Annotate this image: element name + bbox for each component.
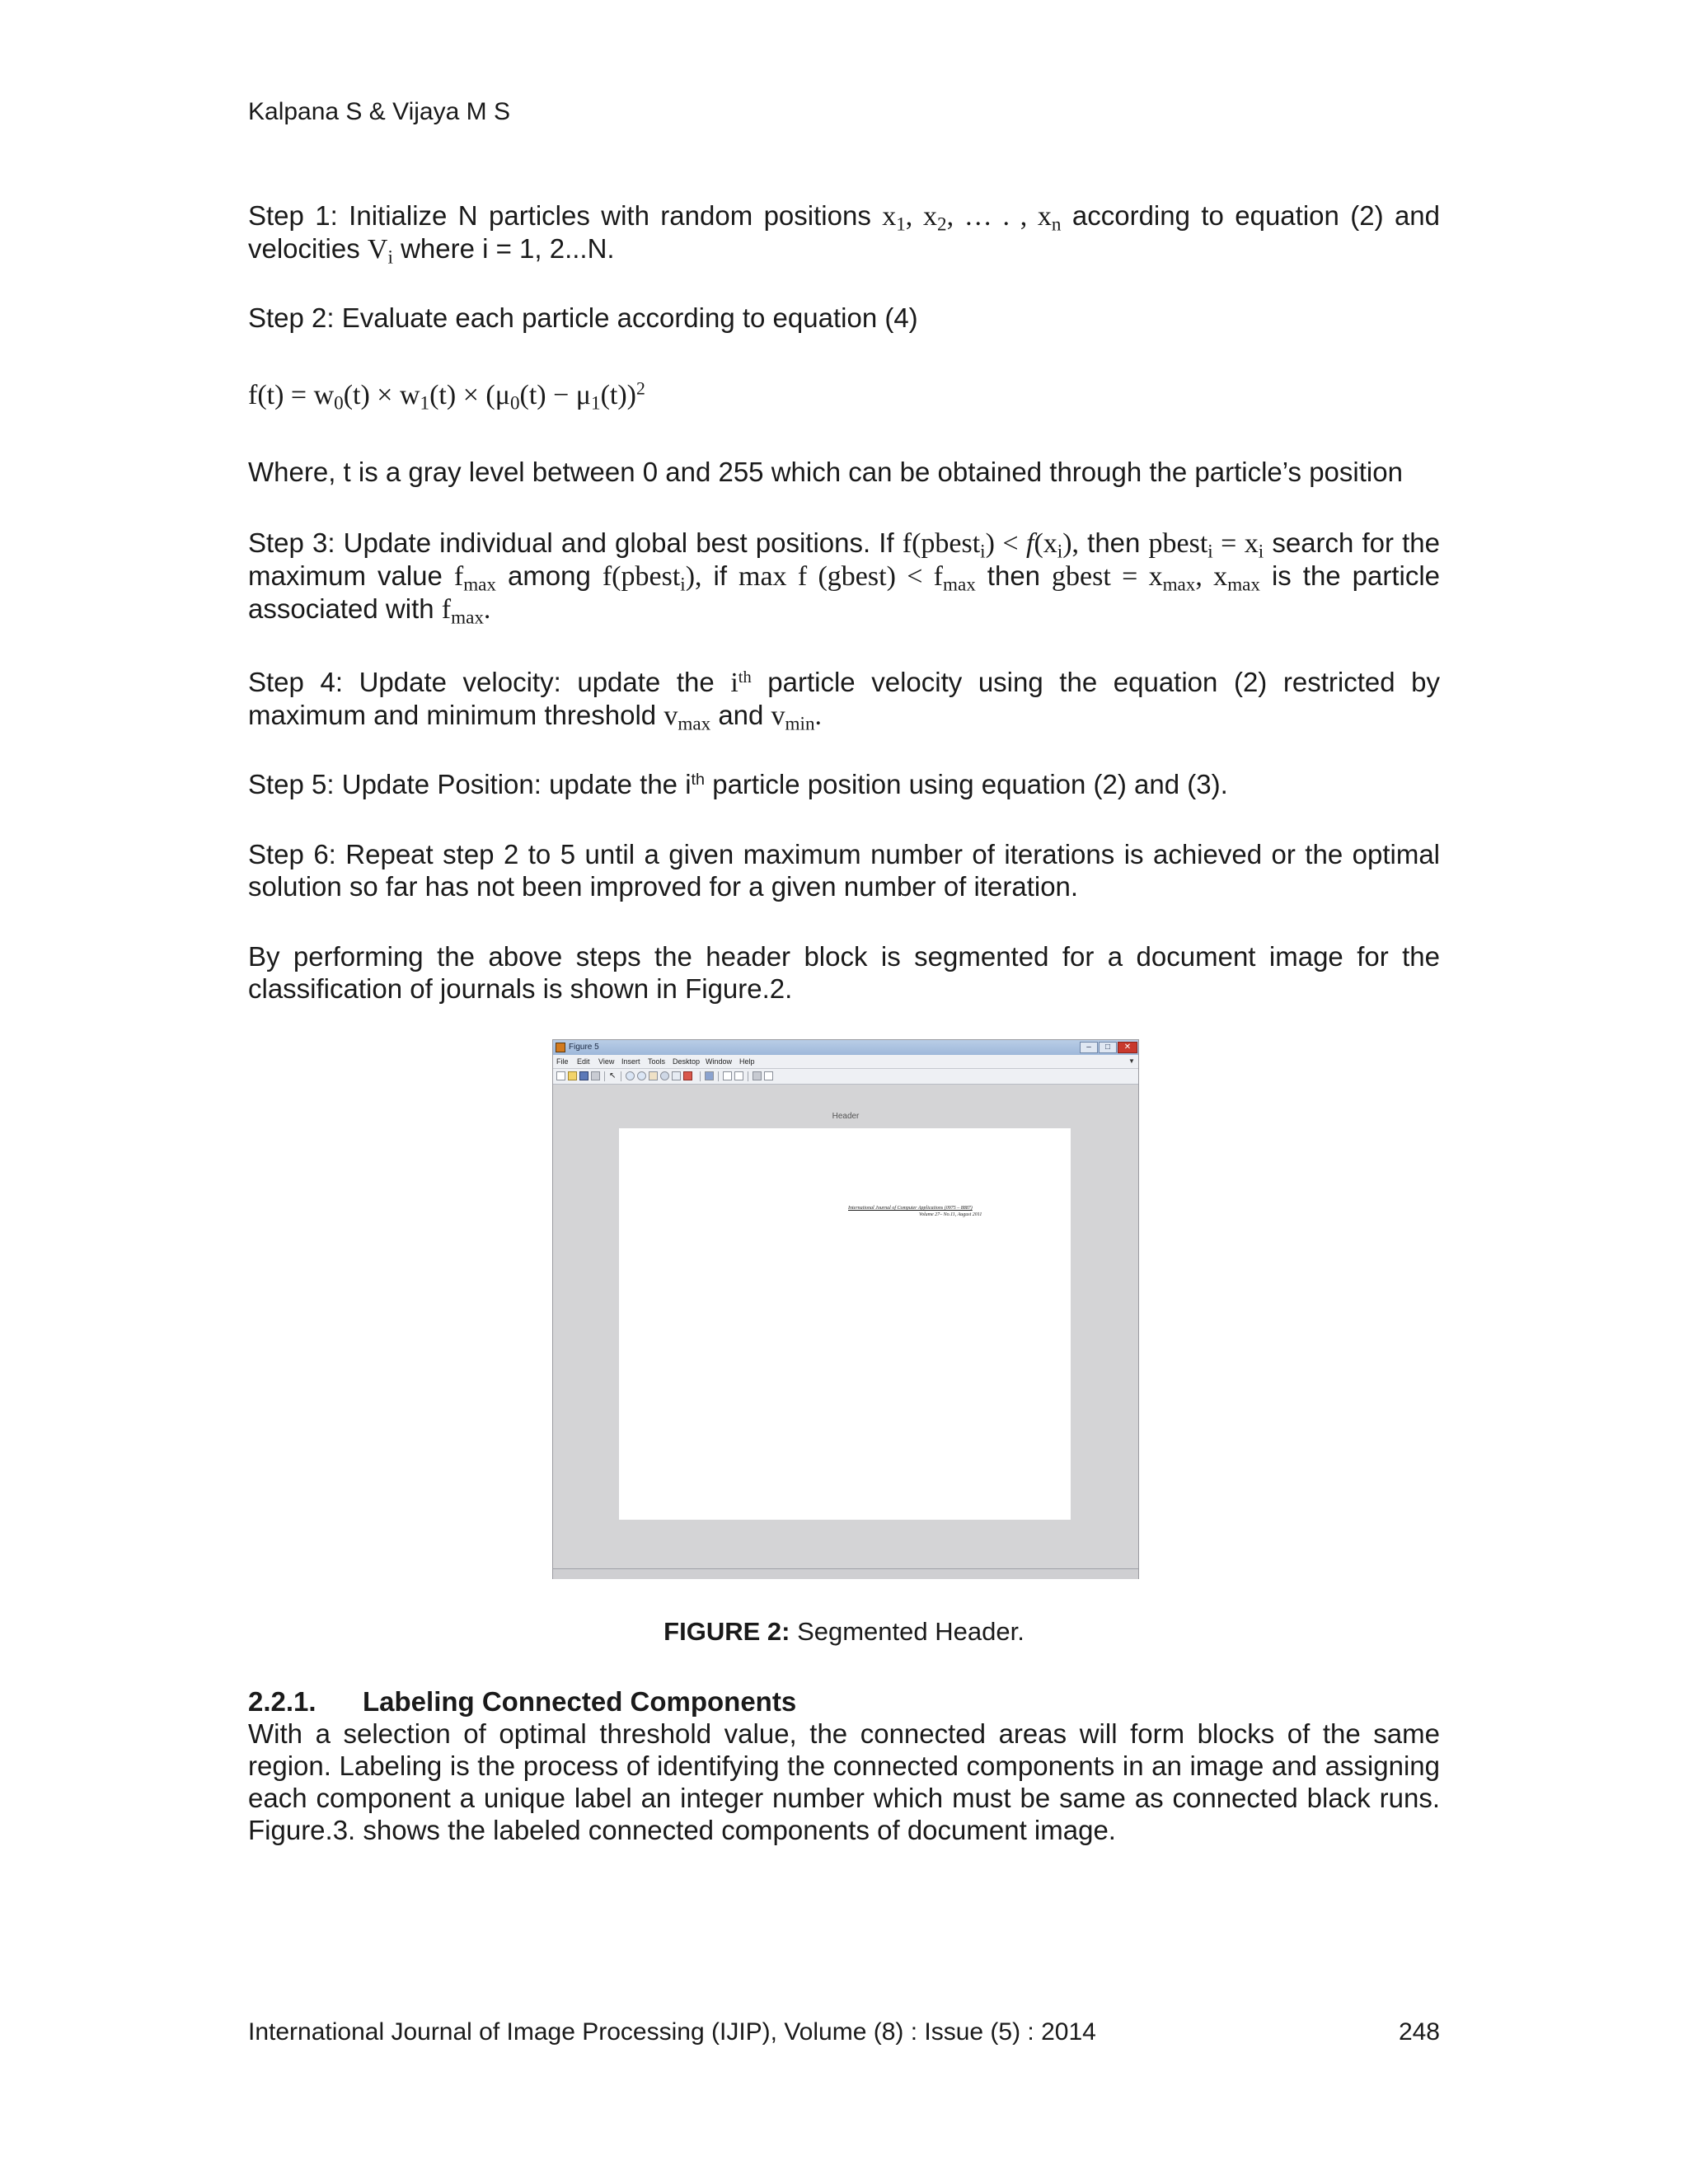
pan-icon[interactable] xyxy=(649,1071,658,1080)
axes-title: Header xyxy=(832,1112,860,1121)
chevron-down-icon[interactable]: ▼ xyxy=(1128,1057,1135,1065)
new-figure-icon[interactable] xyxy=(556,1071,565,1080)
colorbar-icon[interactable] xyxy=(723,1071,732,1080)
menu-edit[interactable]: Edit xyxy=(577,1057,590,1066)
running-head: Kalpana S & Vijaya M S xyxy=(248,98,510,125)
edit-plot-icon[interactable]: ↖ xyxy=(609,1071,617,1080)
step4-paragraph: Step 4: Update velocity: update the $i^{th}$ particle velocity using the equation (2) restricted by maximum and minimum threshold $v_{max}$ and $v_{min}$. xyxy=(248,667,1441,735)
toolbar-separator xyxy=(604,1071,605,1081)
show-plot-tools-icon[interactable] xyxy=(764,1071,773,1080)
rotate-3d-icon[interactable] xyxy=(660,1071,669,1080)
hide-plot-tools-icon[interactable] xyxy=(753,1071,762,1080)
footer-journal: International Journal of Image Processing (IJIP), Volume (8) : Issue (5) : 2014 xyxy=(248,2018,1096,2046)
open-file-icon[interactable] xyxy=(568,1071,577,1080)
menu-window[interactable]: Window xyxy=(706,1057,733,1066)
section-number: 2.2.1. xyxy=(248,1686,316,1717)
segmented-header-image xyxy=(619,1128,1071,1520)
zoom-in-icon[interactable] xyxy=(626,1071,635,1080)
page-number: 248 xyxy=(1398,2018,1440,2046)
step2-heading: Step 2: Evaluate each particle according to equation (4) xyxy=(248,302,918,333)
figure-window-title: Figure 5 xyxy=(569,1043,599,1052)
close-icon[interactable]: ✕ xyxy=(1118,1042,1137,1053)
zoom-out-icon[interactable] xyxy=(637,1071,646,1080)
step6-paragraph: Step 6: Repeat step 2 to 5 until a given maximum number of iterations is achieved or the optimal solution so far has not been improved for a given number of iteration. xyxy=(248,839,1440,902)
legend-icon[interactable] xyxy=(734,1071,743,1080)
segmented-header-line-1: International Journal of Computer Applications (0975 – 8887) xyxy=(848,1206,973,1211)
menu-desktop[interactable]: Desktop xyxy=(673,1057,701,1066)
brush-icon[interactable] xyxy=(683,1071,692,1080)
section-heading xyxy=(248,1685,797,1718)
menu-tools[interactable]: Tools xyxy=(648,1057,666,1066)
section-body: With a selection of optimal threshold value, the connected areas will form blocks of the same region. Labeling is the process of identifying the connected components in an image and assigning each component a unique label an integer number which must be same as connected black runs. Figure.3. shows the labeled connected components of document image. xyxy=(248,1718,1440,1845)
figure-bottom-edge xyxy=(553,1568,1138,1579)
figure-intro-paragraph: By performing the above steps the header block is segmented for a document image for the classification of journals is shown in Figure.2. xyxy=(248,941,1440,1004)
menu-help[interactable]: Help xyxy=(739,1057,755,1066)
figure-menubar xyxy=(553,1055,1138,1069)
link-plot-icon[interactable] xyxy=(705,1071,714,1080)
figure-titlebar xyxy=(553,1040,1138,1055)
fitness-equation: $f(t) = w_0(t) \times w_1(t) \times (\mu_0(t) - \mu_1(t))^2$ xyxy=(248,378,645,415)
segmented-header-line-2: Volume 27– No.11, August 2011 xyxy=(919,1212,982,1217)
toolbar-separator xyxy=(718,1071,719,1081)
print-icon[interactable] xyxy=(591,1071,600,1080)
minimize-icon[interactable]: – xyxy=(1080,1042,1098,1053)
maximize-icon[interactable]: □ xyxy=(1099,1042,1117,1053)
section-title: Labeling Connected Components xyxy=(363,1686,797,1717)
figure-toolbar xyxy=(553,1069,1138,1085)
step3-paragraph: Step 3: Update individual and global best positions. If f(pbest$_i$) < $f(x_i)$, then pbest$_i$ = $x_i$ search for the maximum value $f_{max}$ among f(pbest$_i$), if max f (gbest) < $f_{max}$ then gbest = $x_{max}$, $x_{max}$ is the particle associated with $f_{max}$. xyxy=(248,527,1441,629)
step5-paragraph: Step 5: Update Position: update the $i^{th}$ particle position using equation (2) and (3). xyxy=(248,769,1228,799)
menu-file[interactable]: File xyxy=(556,1057,569,1066)
step1-paragraph: Step 1: Initialize N particles with random positions $x_1$, $x_2$, … . , $x_n$ according to equation (2) and velocities $V_i$ where i = 1, 2...N. xyxy=(248,200,1441,269)
matlab-icon xyxy=(556,1043,565,1052)
menu-view[interactable]: View xyxy=(598,1057,615,1066)
menu-insert[interactable]: Insert xyxy=(621,1057,640,1066)
toolbar-separator xyxy=(700,1071,701,1081)
figure-caption: FIGURE 2: Segmented Header. xyxy=(663,1617,1025,1646)
data-cursor-icon[interactable] xyxy=(672,1071,681,1080)
figure-window xyxy=(552,1039,1139,1579)
save-icon[interactable] xyxy=(579,1071,588,1080)
where-sentence: Where, t is a gray level between 0 and 255 which can be obtained through the particle’s position xyxy=(248,457,1403,487)
